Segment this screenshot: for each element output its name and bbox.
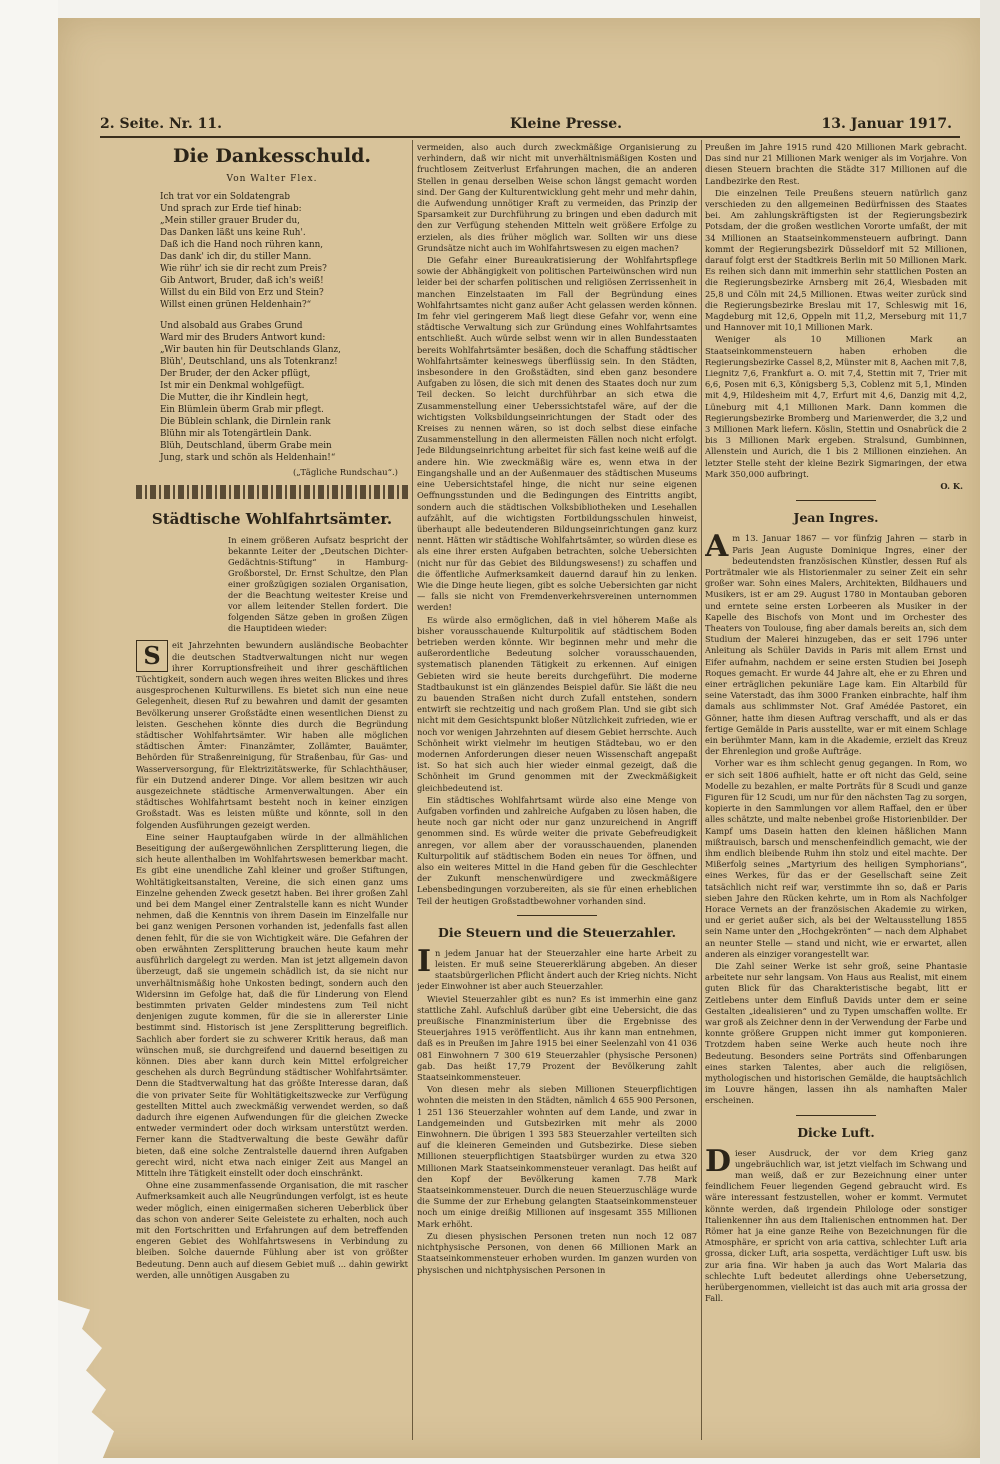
drop-cap: S xyxy=(136,640,168,672)
stanza-gap xyxy=(160,311,408,320)
article-paragraph: Eine seiner Hauptaufgaben würde in der allmählichen Beseitigung der außergewöhnlichen Zersplitterung liegen, die sich heute allenthalben im Wohlfahrtswesen bemerkbar macht. Es gibt eine unendliche Zahl kleiner und großer Stiftungen, Wohltätigkeitsanstalten, Vereine, die sich einen ganz ums Einzelne gehenden Zweck gesetzt haben. Bei ihrer großen Zahl und bei dem Mangel einer Zentralstelle kann es nicht Wunder nehmen, daß die Kenntnis von ihrem Dasein im Einzelfalle nur bei ganz wenigen Personen vorhanden ist, jedenfalls fast allen denen fehlt, für die sie von Wichtigkeit wäre. Die Gefahren der oben erwähnten Zersplitterung brauchen heute kaum mehr ausführlich dargelegt zu werden. Man ist jetzt allgemein davon überzeugt, daß sie ungemein schädlich ist, da sie nicht nur unverhältnismäßig hohe Unkosten bedingt, sondern auch den Widersinn im Gefolge hat, daß die für Linderung von Elend bestimmten privaten Gelder mindestens zum Teil nicht denjenigen zugute kommen, für die sie in allererster Linie bestimmt sind. Historisch ist jene Zersplitterung begreiflich. Sachlich aber fordert sie zu schwerer Kritik heraus, daß man wünschen muß, sie durchgreifend und dauernd beseitigen zu können. Dies aber kann durch kein Mittel erfolgreicher geschehen als durch Begründung städtischer Wohlfahrtsämter. Denn die Stadtverwaltung hat das größte Interesse daran, daß die von privater Seite für Wohltätigkeitszwecke zur Verfügung gestellten Mittel auch zweckmäßig verwendet werden, so daß dadurch ihre eigenen Aufwendungen für die gleichen Zwecke entweder vermindert oder doch wirksam unterstützt werden. Ferner kann die Stadtverwaltung die beste Gewähr dafür bieten, daß eine solche Zentralstelle dauernd ihren Aufgaben gerecht wird, nicht etwa nach einiger Zeit aus Mangel an Mitteln ihre Tätigkeit einstellt oder doch einschränkt. xyxy=(136,831,408,1178)
article-title: Städtische Wohlfahrtsämter. xyxy=(151,510,393,529)
newspaper-title: Kleine Presse. xyxy=(510,116,623,132)
poem-line: Daß ich die Hand noch rühren kann, xyxy=(160,240,324,251)
poem-line: Ist mir ein Denkmal wohlgefügt. xyxy=(160,381,305,392)
article-paragraph: Von diesen mehr als sieben Millionen Steuerpflichtigen wohnten die meisten in den Städten, nämlich 4 655 900 Personen, 1 251 136 Steuerzahler wohnten auf dem Lande, und zwar in Landgemeinden und Gutsbezirken mit mehr als 2000 Einwohnern. Die übrigen 1 393 583 Steuerzahler verteilten sich auf die kleineren Gemeinden und Gutsbezirke. Diese sieben Millionen steuerpflichtigen Staatsbürger wurden zu etwa 320 Millionen Mark Staatseinkommensteuer veranlagt. Das heißt auf den Kopf der Bevölkerung kamen 7.78 Mark Staatseinkommensteuer. Durch die neuen Steuerzuschläge wurde die Summe der zur Erhebung gelangten Staatseinkommensteuer noch um einige dreißig Millionen auf insgesamt 355 Millionen Mark erhöht. xyxy=(417,1084,697,1229)
ornamental-divider xyxy=(136,485,408,499)
column-3 xyxy=(705,142,967,1442)
page-header xyxy=(100,112,960,138)
section-rule xyxy=(796,1115,876,1116)
poem-line: Das Danken läßt uns keine Ruh'. xyxy=(160,228,306,239)
article-paragraph: m 13. Januar 1867 — vor fünfzig Jahren — starb in Paris Jean Auguste Dominique Ingres, einer der bedeutendsten französischen Künstler, dessen Ruf als Porträtmaler wie als Historienmaler zu seiner Zeit ein sehr großer war. Sohn eines Malers, Architekten, Bildhauers und Musikers, ist er am 29. August 1780 in Montauban geboren und erntete seine ersten Lorbeeren als Musiker in der Kapelle des Bischofs von Mont und im Orchester des Theaters von Toulouse, fing aber damals bereits an, sich dem Studium der Malerei hinzugeben, das er seit 1796 unter Anleitung als Schüler Davids in Paris mit allem Ernst und Eifer aufnahm, nachdem er seine ersten Studien bei Joseph Roques gemacht. Er wurde 44 Jahre alt, ehe er zu Ehren und einer erträglichen pekuniäre Lage kam. Ein Altarbild für seine Vaterstadt, das ihm 3000 Franken einbrachte, half ihm damals aus schlimmster Not. Graf Amédée Pastoret, ein Gönner, hatte ihm diesen Auftrag verschafft, und als er das fertige Gemälde in Paris ausstellte, war er mit einem Schlage ein berühmter Mann, kam in die Akademie, erzielt das Kreuz der Ehrenlegion und große Aufträge. xyxy=(705,533,967,757)
scan-margin-right xyxy=(980,0,1000,1464)
page-number: 2. Seite. Nr. 11. xyxy=(100,116,222,132)
article-paragraph: Zu diesen physischen Personen treten nun noch 12 087 nichtphysische Personen, von denen 66 Millionen Mark an Staatseinkommensteuer erhoben wurden. Im ganzen wurden von physischen und nichtphysischen Personen in xyxy=(417,1230,697,1275)
drop-cap: I xyxy=(417,943,432,979)
poem-line: Jung, stark und schön als Heldenhain!“ xyxy=(160,453,336,464)
drop-cap: D xyxy=(705,1143,732,1179)
author-signature: O. K. xyxy=(940,481,963,492)
article-paragraph: ieser Ausdruck, der vor dem Krieg ganz ungebräuchlich war, ist jetzt vielfach im Schwang und man weiß, daß er zur Bezeichnung einer unter feindlichem Feuer liegenden Gegend gebraucht wird. Es wäre interessant festzustellen, woher er kommt. Vermutet könnte werden, daß irgendein Philologe oder sonstiger Italienkenner ihn aus dem Italienischen entnommen hat. Der Römer hat ja eine ganze Reihe von Bezeichnungen für die Atmosphäre, er spricht von aria cattiva, schlechter Luft aria grossa, dicker Luft, aria sospetta, verdächtiger Luft usw. bis zur aria fina. Wir haben ja auch das Wort Malaria das schlechte Luft bedeutet allerdings ohne Uebersetzung, herübergenommen, vielleicht ist das auch mit aria grossa der Fall. xyxy=(705,1147,967,1304)
ingres-article-title: Jean Ingres. xyxy=(793,510,879,526)
poem-line: Willst du ein Bild von Erz und Stein? xyxy=(160,288,324,299)
poem-line: Willst einen grünen Heldenhain?“ xyxy=(160,300,312,311)
article-paragraph: Die Gefahr einer Bureaukratisierung der Wohlfahrtspflege sowie der Abhängigkeit von politischen Parteiwünschen wird nun leider bei der scharfen politischen und religiösen Zerrissenheit in manchen Einzelstaaten im Fall der Begründung eines Wohlfahrtsamtes nicht ganz außer Acht gelassen werden können. Im fehr viel geringerem Maß liegt diese Gefahr vor, wenn eine städtische Verwaltung sich zur Gründung eines Wohlfahrtsamtes entschließt. Auch würde selbst wenn wir in allen Bundesstaaten bereits Wohlfahrtsämter besäßen, doch die Schaffung städtischer Wohlfahrtsämter keineswegs überflüssig sein. In den Städten, insbesondere in den Großstädten, sind eben ganz besondere Aufgaben zu lösen, die sich mit denen des Staates doch nur zum Teil decken. So leicht durchführbar an sich etwa die Zusammenstellung einer Ueberssichtstafel wäre, auf der die wichtigsten Volksbildungseinrichtungen der Stadt oder des Kreises zu nennen wären, so ist doch selbst diese einfache Zusammenstellung in den allermeisten Fällen noch nicht erfolgt. Jede Bildungseinrichtung arbeitet für sich fast keine weiß auf die andere hin. Wie zweckmäßig wäre es, wenn etwa in der Eingangshalle und an der Außenmauer des städtischen Museums eine Uebersichtstafel hinge, die nicht nur seine eigenen Oeffnungsstunden und die Bedingungen des Eintritts angibt, sondern auch die städtischen Volksbibliotheken und Lesehallen aufzählt, auf die wichtigsten Fortbildungsschulen hinweist, überhaupt alle bedeutenderen Bildungseinrichtungen ganz kurz nennt. Hätten wir städtische Wohlfahrtsämter, so würden diese es als eine ihrer ersten Aufgaben betrachten, solche Uebersichten (nicht nur für das Gebiet des Bildungswesens!) zu schaffen und die öffentliche Aufmerksamkeit dauernd darauf hin zu lenken. Wie die Dinge heute liegen, gibt es solche Uebersichten gar nicht — falls sie nicht von Fremdenverkehrsvereinen unternommen werden! xyxy=(417,255,697,613)
article-paragraph: Es würde also ermöglichen, daß in viel höherem Maße als bisher vorausschauende Kulturpolitik auf städtischem Boden betrieben werden könnte. Wir beginnen mehr und mehr die außerordentliche Bedeutung solcher vorausschauenden, systematisch planenden Tätigkeit zu erkennen. Auf einigen Gebieten wird sie heute bereits durchgeführt. Die moderne Stadtbaukunst ist ein glänzendes Beispiel dafür. Sie läßt die neu zu bauenden Straßen nicht durch Zufall entstehen, sondern entwirft sie rechtzeitig und nach großem Plan. Und sie gibt sich nicht mit dem Gesichtspunkt bloßer Nützlichkeit zufrieden, wie er noch vor wenigen Jahrzehnten auf diesem Gebiet herrschte. Auch Schönheit wirkt vielmehr im heutigen Städtebau, wo er den modernen Anforderungen dieser neuen Wissenschaft angepaßt ist. So hat sich auch hier wieder einmal gezeigt, daß die Schönheit im Grund genommen mit der Zweckmäßigkeit gleichbedeutend ist. xyxy=(417,614,697,793)
tax-article-title: Die Steuern und die Steuerzahler. xyxy=(438,924,676,940)
poem-line: Ward mir des Bruders Antwort kund: xyxy=(160,333,326,344)
poem-line: Ich trat vor ein Soldatengrab xyxy=(160,192,291,203)
section-rule xyxy=(796,500,876,501)
drop-cap: A xyxy=(705,529,729,565)
poem-line: Ein Blümlein überm Grab mir pflegt. xyxy=(160,405,324,416)
luft-article-title: Dicke Luft. xyxy=(797,1124,875,1140)
article-paragraph: Wieviel Steuerzahler gibt es nun? Es ist immerhin eine ganz stattliche Zahl. Aufschluß darüber gibt eine Uebersicht, die das preußische Finanzministerium über die Ergebnisse des Steuerjahres 1915 veröffentlicht. Aus ihr kann man entnehmen, daß es in Preußen im Jahre 1915 bei einer Seelenzahl von 41 036 081 Einwohnern 7 300 619 Steuerzahler (physische Personen) gab. Das heißt 17,79 Prozent der Bevölkerung zahlt Staatseinkommensteuer. xyxy=(417,993,697,1083)
article-paragraph: n jedem Januar hat der Steuerzahler eine harte Arbeit zu leisten. Er muß seine Steuererklärung abgeben. An dieser staatsbürgerlichen Pflicht ändert auch der Krieg nichts. Nicht jeder Einwohner ist aber auch Steuerzahler. xyxy=(417,947,697,992)
article-paragraph: Preußen im Jahre 1915 rund 420 Millionen Mark gebracht. Das sind nur 21 Millionen Mark weniger als im Vorjahre. Von diesen Steuern brachten die Städte 317 Millionen auf die Landbezirke den Rest. xyxy=(705,142,967,186)
poem-line: Das dank' ich dir, du stiller Mann. xyxy=(160,252,312,263)
article-paragraph: Vorher war es ihm schlecht genug gegangen. In Rom, wo er sich seit 1806 aufhielt, hatte er oft nicht das Geld, seine Modelle zu bezahlen, er malte Porträts für 8 Scudi und ganze Figuren für 12 Scudi, um nur für den nächsten Tag zu sorgen, kopierte in den Sammlungen vor allem Raffael, den er über alles schätzte, und malte nebenbei große Historienbilder. Der Kampf ums Dasein hatten den kleinen häßlichen Mann mißtrauisch, barsch und menschenfeindlich gemacht, wie der ihm endlich bleibende Ruhm ihn stolz und eitel machte. Der Mißerfolg seines „Martyrium des heiligen Symphorians“, eines Werkes, für das er der Gesellschaft seine Zeit tatsächlich nicht reif war, verstimmte ihn so, daß er Paris sieben Jahre den Rücken kehrte, um in Rom als Nachfolger Horace Vernets an der französischen Akademie zu wirken, und er geriet außer sich, als bei der Weltausstellung 1855 sein Name unter den „Hochgekrönten“ — nach dem Alphabet an neunter Stelle — stand und nicht, wie er erwartet, allen anderen als einziger vorangestellt war. xyxy=(705,758,967,959)
article-paragraph: Die Zahl seiner Werke ist sehr groß, seine Phantasie arbeitete nur sehr langsam. Von Haus aus Realist, mit einem guten Blick für das Charakteristische begabt, litt er Zeitlebens unter dem Einfluß Davids unter dem er seine Gestalten „idealisieren“ und zu Typen umschaffen wollte. Er war groß als Zeichner denn in der Verwendung der Farbe und konnte größere Gruppen nicht immer gut komponieren. Trotzdem haben seine Werke auch heute noch ihre Bedeutung. Besonders seine Porträts sind Offenbarungen eines starken Talentes, aber auch die religiösen, mythologischen und historischen Gemälde, die hauptsächlich im Louvre hängen, lassen ihn als namhaften Maler erscheinen. xyxy=(705,961,967,1106)
article-intro: In einem größeren Aufsatz bespricht der bekannte Leiter der „Deutschen Dichter-Gedächtnis-Stiftung“ in Hamburg-Großborstel, Dr. Ernst Schultze, den Plan einer großzügigen sozialen Organisation, der die Beachtung weitester Kreise und vor allem leitender Stellen fordert. Die folgenden Sätze geben in großen Zügen die Hauptideen wieder: xyxy=(228,535,408,634)
poem-line: Die Mutter, die ihr Kindlein hegt, xyxy=(160,393,309,404)
poem-line: Der Bruder, der den Acker pflügt, xyxy=(160,369,311,380)
article-paragraph: eit Jahrzehnten bewundern ausländische Beobachter die deutschen Stadtverwaltungen nicht nur wegen ihrer Korruptionsfreiheit und ihrer geschäftlichen Tüchtigkeit, sondern auch wegen ihres weiten Blickes und ihres ausgesprochenen Kulturwillens. Es bietet sich nun eine neue Gelegenheit, diesen Ruf zu bewahren und damit der gesamten Bevölkerung unserer Großstädte einen wesentlichen Dienst zu leisten. Geschehen könnte dies durch die Begründung städtischer Wohlfahrtsämter. Wir haben alle möglichen städtischen Ämter: Finanzämter, Zollämter, Bauämter, Behörden für Straßenreinigung, für Straßenbau, für Gas- und Wasserversorgung, für Elektrizitätswerke, für Schlachthäuser, für ein Dutzend anderer Dinge. Vor allem besitzen wir auch ausgezeichnete städtische Armenverwaltungen. Aber ein städtisches Wohlfahrtsamt besteht noch in keiner einzigen Großstadt. Was es leisten müßte und könnte, soll in den folgenden Ausführungen gezeigt werden. xyxy=(136,640,408,830)
article-paragraph: Ein städtisches Wohlfahrtsamt würde also eine Menge von Aufgaben vorfinden und zahlreiche Aufgaben zu lösen haben, die heute noch gar nicht oder nur ganz unzureichend in Angriff genommen sind. Es würde weiter die private Gebefreudigkeit anregen, vor allem aber der vorausschauenden, planenden Kulturpolitik auf städtischem Boden ein neues Tor öffnen, und also ein weiteres Mittel in die Hand geben für die Geschlechter der Zukunft menschenwürdigere und zweckmäßigere Lebensbedingungen vorzubereiten, als sie für einen erheblichen Teil der heutigen Großstadtbewohner vorhanden sind. xyxy=(417,794,697,906)
poem-line: Blühn mir als Totengärtlein Dank. xyxy=(160,429,312,440)
poem-title: Die Dankesschuld. xyxy=(173,145,371,167)
article-paragraph: vermeiden, also auch durch zweckmäßige Organisierung zu verhindern, daß wir nicht mit unverhältnismäßigen Kosten und fruchtlosem Zeitverlust Erfahrungen machen, die an anderen Stellen in genau derselben Weise schon längst gemacht worden sind. Der Gang der Kulturentwicklung geht mehr und mehr dahin, die Aufwendung unnötiger Kraft zu vermeiden, das Prinzip der Sparsamkeit zur Durchführung zu bringen und eben dadurch mit den zur Verfügung stehenden Mitteln weit größere Erfolge zu erzielen, als dies früher möglich war. Sollten wir uns diese Grundsätze nicht auch im Wohlfahrtswesen zu eigen machen? xyxy=(417,142,697,253)
article-paragraph: Die einzelnen Teile Preußens steuern natürlich ganz verschieden zu den allgemeinen Bedürfnissen des Staates bei. Am zahlungskräftigsten ist der Regierungsbezirk Potsdam, der die großen westlichen Vororte umfaßt, der mit 34 Millionen an Staatseinkommensteuern aufbringt. Dann kommt der Regierungsbezirk Düsseldorf mit 52 Millionen, darauf folgt erst der Stadtkreis Berlin mit 50 Millionen Mark. Es reihen sich dann mit immerhin sehr stattlichen Posten an die Regierungsbezirke Arnsberg mit 26,4, Wiesbaden mit 25,8 und Cöln mit 24,5 Millionen. Etwas weiter zurück sind die Regierungsbezirke Breslau mit 17, Schleswig mit 16, Magdeburg mit 12,6, Oppeln mit 11,2, Merseburg mit 11,7 und Hannover mit 10,1 Millionen Mark. xyxy=(705,187,967,333)
article-paragraph: Ohne eine zusammenfassende Organisation, die mit rascher Aufmerksamkeit auch alle Neugründungen verfolgt, ist es heute weder möglich, einen einigermaßen sicheren Ueberblick über das schon von anderer Seite Geleistete zu erhalten, noch auch mit den Fortschritten und Erfahrungen auf dem betreffenden engeren Gebiet des Wohlfahrtswesens in Verbindung zu bleiben. Solche dauernde Fühlung aber ist von größter Bedeutung. Denn auch auf diesem Gebiet muß ... dahin gewirkt werden, alle unnötigen Ausgaben zu xyxy=(136,1180,408,1280)
poem-line: Blüh', Deutschland, uns als Totenkranz! xyxy=(160,357,338,368)
column-rule xyxy=(701,140,702,1440)
poem-line: Wie rühr' ich sie dir recht zum Preis? xyxy=(160,264,327,275)
poem-line: Und alsobald aus Grabes Grund xyxy=(160,321,303,332)
poem-author: Von Walter Flex. xyxy=(226,174,318,184)
poem-line: „Wir bauten hin für Deutschlands Glanz, xyxy=(160,345,341,356)
poem-source: („Tägliche Rundschau“.) xyxy=(292,468,398,479)
issue-date: 13. Januar 1917. xyxy=(821,116,952,132)
poem-line: Und sprach zur Erde tief hinab: xyxy=(160,204,302,215)
column-rule xyxy=(412,140,413,1440)
article-paragraph: Weniger als 10 Millionen Mark an Staatseinkommensteuern haben erhoben die Regierungsbezirke Cassel 8,2, Münster mit 8, Aachen mit 7,8, Liegnitz 7,6, Frankfurt a. O. mit 7,4, Stettin mit 7, Trier mit 6,6, Posen mit 6,3, Königsberg 5,3, Coblenz mit 5,1, Minden mit 4,9, Hildesheim mit 4,7, Erfurt mit 4,6, Danzig mit 4,2, Lüneburg mit 4,1 Millionen Mark. Dann kommen die Regierungsbezirke Bromberg und Marienwerder, die 3,2 und 3 Millionen Mark liefern. Köslin, Stettin und Osnabrück die 2 bis 3 Millionen Mark ergeben. Stralsund, Gumbinnen, Allenstein und Aurich, die 1 bis 2 Millionen einziehen. An letzter Stelle steht der kleine Bezirk Sigmaringen, der etwa Mark 350,000 aufbringt. xyxy=(705,334,967,479)
poem-line: Blüh, Deutschland, überm Grabe mein xyxy=(160,441,332,452)
section-rule xyxy=(517,915,597,916)
poem xyxy=(136,191,408,464)
poem-line: Gib Antwort, Bruder, daß ich's weiß! xyxy=(160,276,324,287)
poem-line: „Mein stiller grauer Bruder du, xyxy=(160,216,300,227)
column-2 xyxy=(417,142,697,1442)
scan-margin-left xyxy=(0,0,58,1464)
poem-line: Die Büblein schlank, die Dirnlein rank xyxy=(160,417,331,428)
column-1 xyxy=(136,142,408,1442)
